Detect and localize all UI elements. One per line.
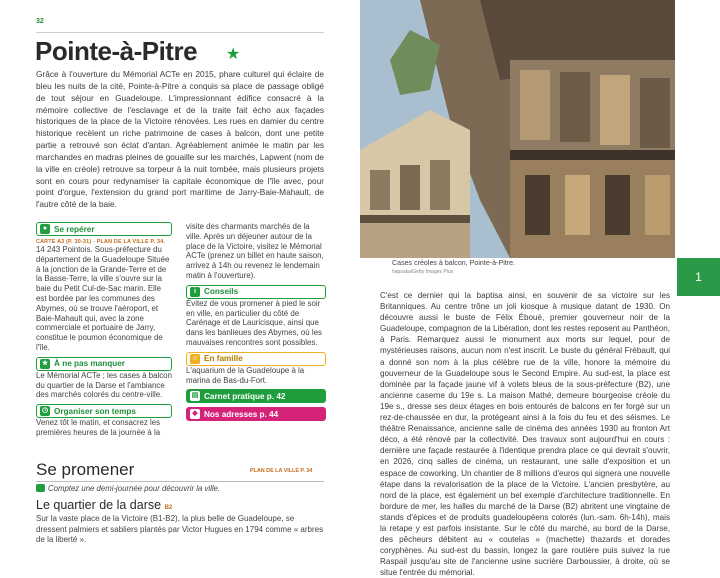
ne-pas-manquer-label: À ne pas manquer [54,359,125,369]
section-ref: PLAN DE LA VILLE P. 34 [250,468,313,474]
intro-paragraph: Grâce à l'ouverture du Mémorial ACTe en 2015, phare culturel qui éclaire de bleu les nuits de la cité, Pointe-à-Pitre a conquis sa place de passage obligé de tout séjour en Guadeloupe. L'impressionnant édifice consacré à la mémoire collective de l'esclavage et de la traite fait écho aux façades historiques de la place de la Victoire rénovées. Les rues en damier du centre historique recèlent un riche patrimoine de cases à balcon, dont une petite partie a retrouvé son éclat d'antan. Agréablement animée le matin par les marchandes en madras pleines de gouaille sur les marchés, Lapwent (nom de la ville en créole) retrouve sa torpeur à la nuit tombée, mais plusieurs projets sont en cours pour redynamiser la capitale économique de l'île avec, pour point d'orgue, l'extension du grand port maritime de Jarry-Baie-Mahault, de l'autre côté de la baie. [36,69,324,210]
page-number: 32 [36,18,44,25]
conseils-text: Évitez de vous promener à pied le soir en ville, en particulier du côté de Carénage et de Lauricisque, ainsi que dans les banlieues des Abymes, où les mauvaises rencontres sont possibles. [186,298,322,347]
adresses-label: Nos adresses p. 44 [204,409,279,419]
ne-pas-manquer-text: Le Mémorial ACTe ; les cases à balcon du quartier de la Darse et l'ambiance des marchés colorés du centre-ville. [36,370,172,400]
organiser-text: Venez tôt le matin, et consacrez les premières heures de la journée à la [36,418,161,437]
right-page [360,0,720,578]
chapter-tab[interactable]: 1 [677,258,720,296]
right-body-text: C'est ce dernier qui la baptisa ainsi, en souvenir de sa victoire sur les Britanniques. Au centre trône un joli kiosque à musique datant de 1930. On découvre aussi le buste de Félix Éboué, premier gouverneur noir de la Guadeloupe, compagnon de la Libération, dont les restes reposent au Panthéon, à Paris. Remarquez aussi le monument aux morts sur lequel, pour de mystérieuses raisons, aucun nom n'est inscrit. Le buste du général Frébault, qui a donné son nom à la plus célèbre rue de la ville, honore la mémoire du gouverneur de la Guadeloupe sous le Second Empire. Au sud-est, la place est dominée par la façade jaune vif à volets bleus de la sous-préfecture (B2), une ancienne caserne du 19e s. La maison Mathé, demeure bourgeoise créole du 19e s., dresse ses deux étages en bois entourés de balcons en fer forgé sur un rez-de-chaussée en dur, la protégeant ainsi à la fois du feu et des séismes. Le théâtre Renaissance, ancienne salle de cinéma des années 1930 au fronton Art déco, a été rénové par la collectivité. Des travaux sont aujourd'hui en cours : dernière une façade restaurée à l'identique prendra place ce qui devrait s'ouvrir, en 2026, cinq salles de cinéma, un restaurant, une salle d'exposition et un espace de coworking. Un chantier de 8 millions d'euros qui signera une nouvelle étape dans la revalorisation de la place de la Victoire. L'ancien presbytère, au nord de la place, est également un bel exemple d'architecture traditionnelle. En bordure de mer, les halles du marché de la Darse (B2) abritent une vingtaine de stands d'épices et de produits guadeloupéens colorés (lun.-sam. 6h-14h), mais la retape y est parfois insistante. Sur le côté du marché, au bord de la Darse, des pêcheurs débitent au « coutelas » (machette) thazards et dorades coryphènes. Au sud-est du bassin, longez la gare routière puis suivez la rue Raspail jusqu'au site de l'ancienne usine sucrière Darboussier, à droite, où se situe l'entrée du mémorial. [380,291,670,578]
conseils-label: Conseils [204,287,239,297]
carnet-pratique-link[interactable] [186,389,326,403]
star-icon: ★ [226,46,241,63]
info-icon: i [190,287,200,297]
section-title: Se promener [36,460,135,479]
organiser-label: Organiser son temps [54,406,136,416]
photo-credit: hapsaka/Getty Images Plus [392,269,454,275]
photo-caption: Cases créoles à balcon, Pointe-à-Pitre. [392,259,516,267]
col2-intro: visite des charmants marchés de la ville. Après un déjeuner autour de la place de la Victoire, visitez le Mémorial ACTe (prenez un billet en haute saison, arrivez à 14h ou revenez le lendemain matin à l'ouverture). [186,222,324,280]
location-icon: ◆ [190,409,200,419]
en-famille-label: En famille [204,354,243,364]
en-famille-text: L'aquarium de la Guadeloupe à la marina de Bas-du-Fort. [186,365,305,385]
organiser-heading [36,404,172,418]
info-column-right [186,222,326,421]
body-paragraph: Sur la vaste place de la Victoire (B1-B2), la plus belle de Guadeloupe, se dressent palmiers et sabliers plantés par Victor Hugues en 1794 comme « arbres de la liberté ». [36,514,324,544]
info-column-left [36,222,172,438]
top-rule [36,32,324,33]
section-rule [36,481,324,482]
se-reperer-label: Se repérer [54,224,95,234]
section-note [36,484,220,493]
carnet-label: Carnet pratique p. 42 [204,391,286,401]
se-reperer-text: 14 243 Pointois. Sous-préfecture du département de la Guadeloupe Située à la jonction de la Grande-Terre et de la Basse-Terre, la ville s'ouvre sur la baie du Petit Cul-de-Sac marin. Elle est bordée par les communes des Abymes, où se trouve l'aéroport, et Baie-Mahault qui, avec la zone commerciale et portuaire de Jarry, constitue le poumon économique de l'île. [36,245,170,352]
walk-icon [36,484,45,492]
se-reperer-ref: CARTE A3 (P. 30-31) - PLAN DE LA VILLE P. 34. [36,239,166,245]
book-icon: ▤ [191,392,199,400]
conseils-heading [186,285,326,299]
subsection-title [36,498,172,512]
subsection-ref: B2 [164,505,173,511]
ne-pas-manquer-heading [36,357,172,371]
left-page [0,0,360,556]
family-icon: ☺ [191,354,199,362]
nos-adresses-link[interactable] [186,407,326,421]
map-pin-icon: ● [40,224,50,234]
street-photo [360,0,675,258]
en-famille-heading [186,352,326,366]
page-title: Pointe-à-Pitre [35,36,198,66]
photo-illustration [360,0,675,258]
clock-icon: ◷ [41,407,49,415]
se-reperer-heading [36,222,172,236]
subsection-title-text: Le quartier de la darse [36,498,162,512]
star-small-icon: ★ [41,359,49,367]
section-note-text: Comptez une demi-journée pour découvrir la ville. [48,484,221,493]
